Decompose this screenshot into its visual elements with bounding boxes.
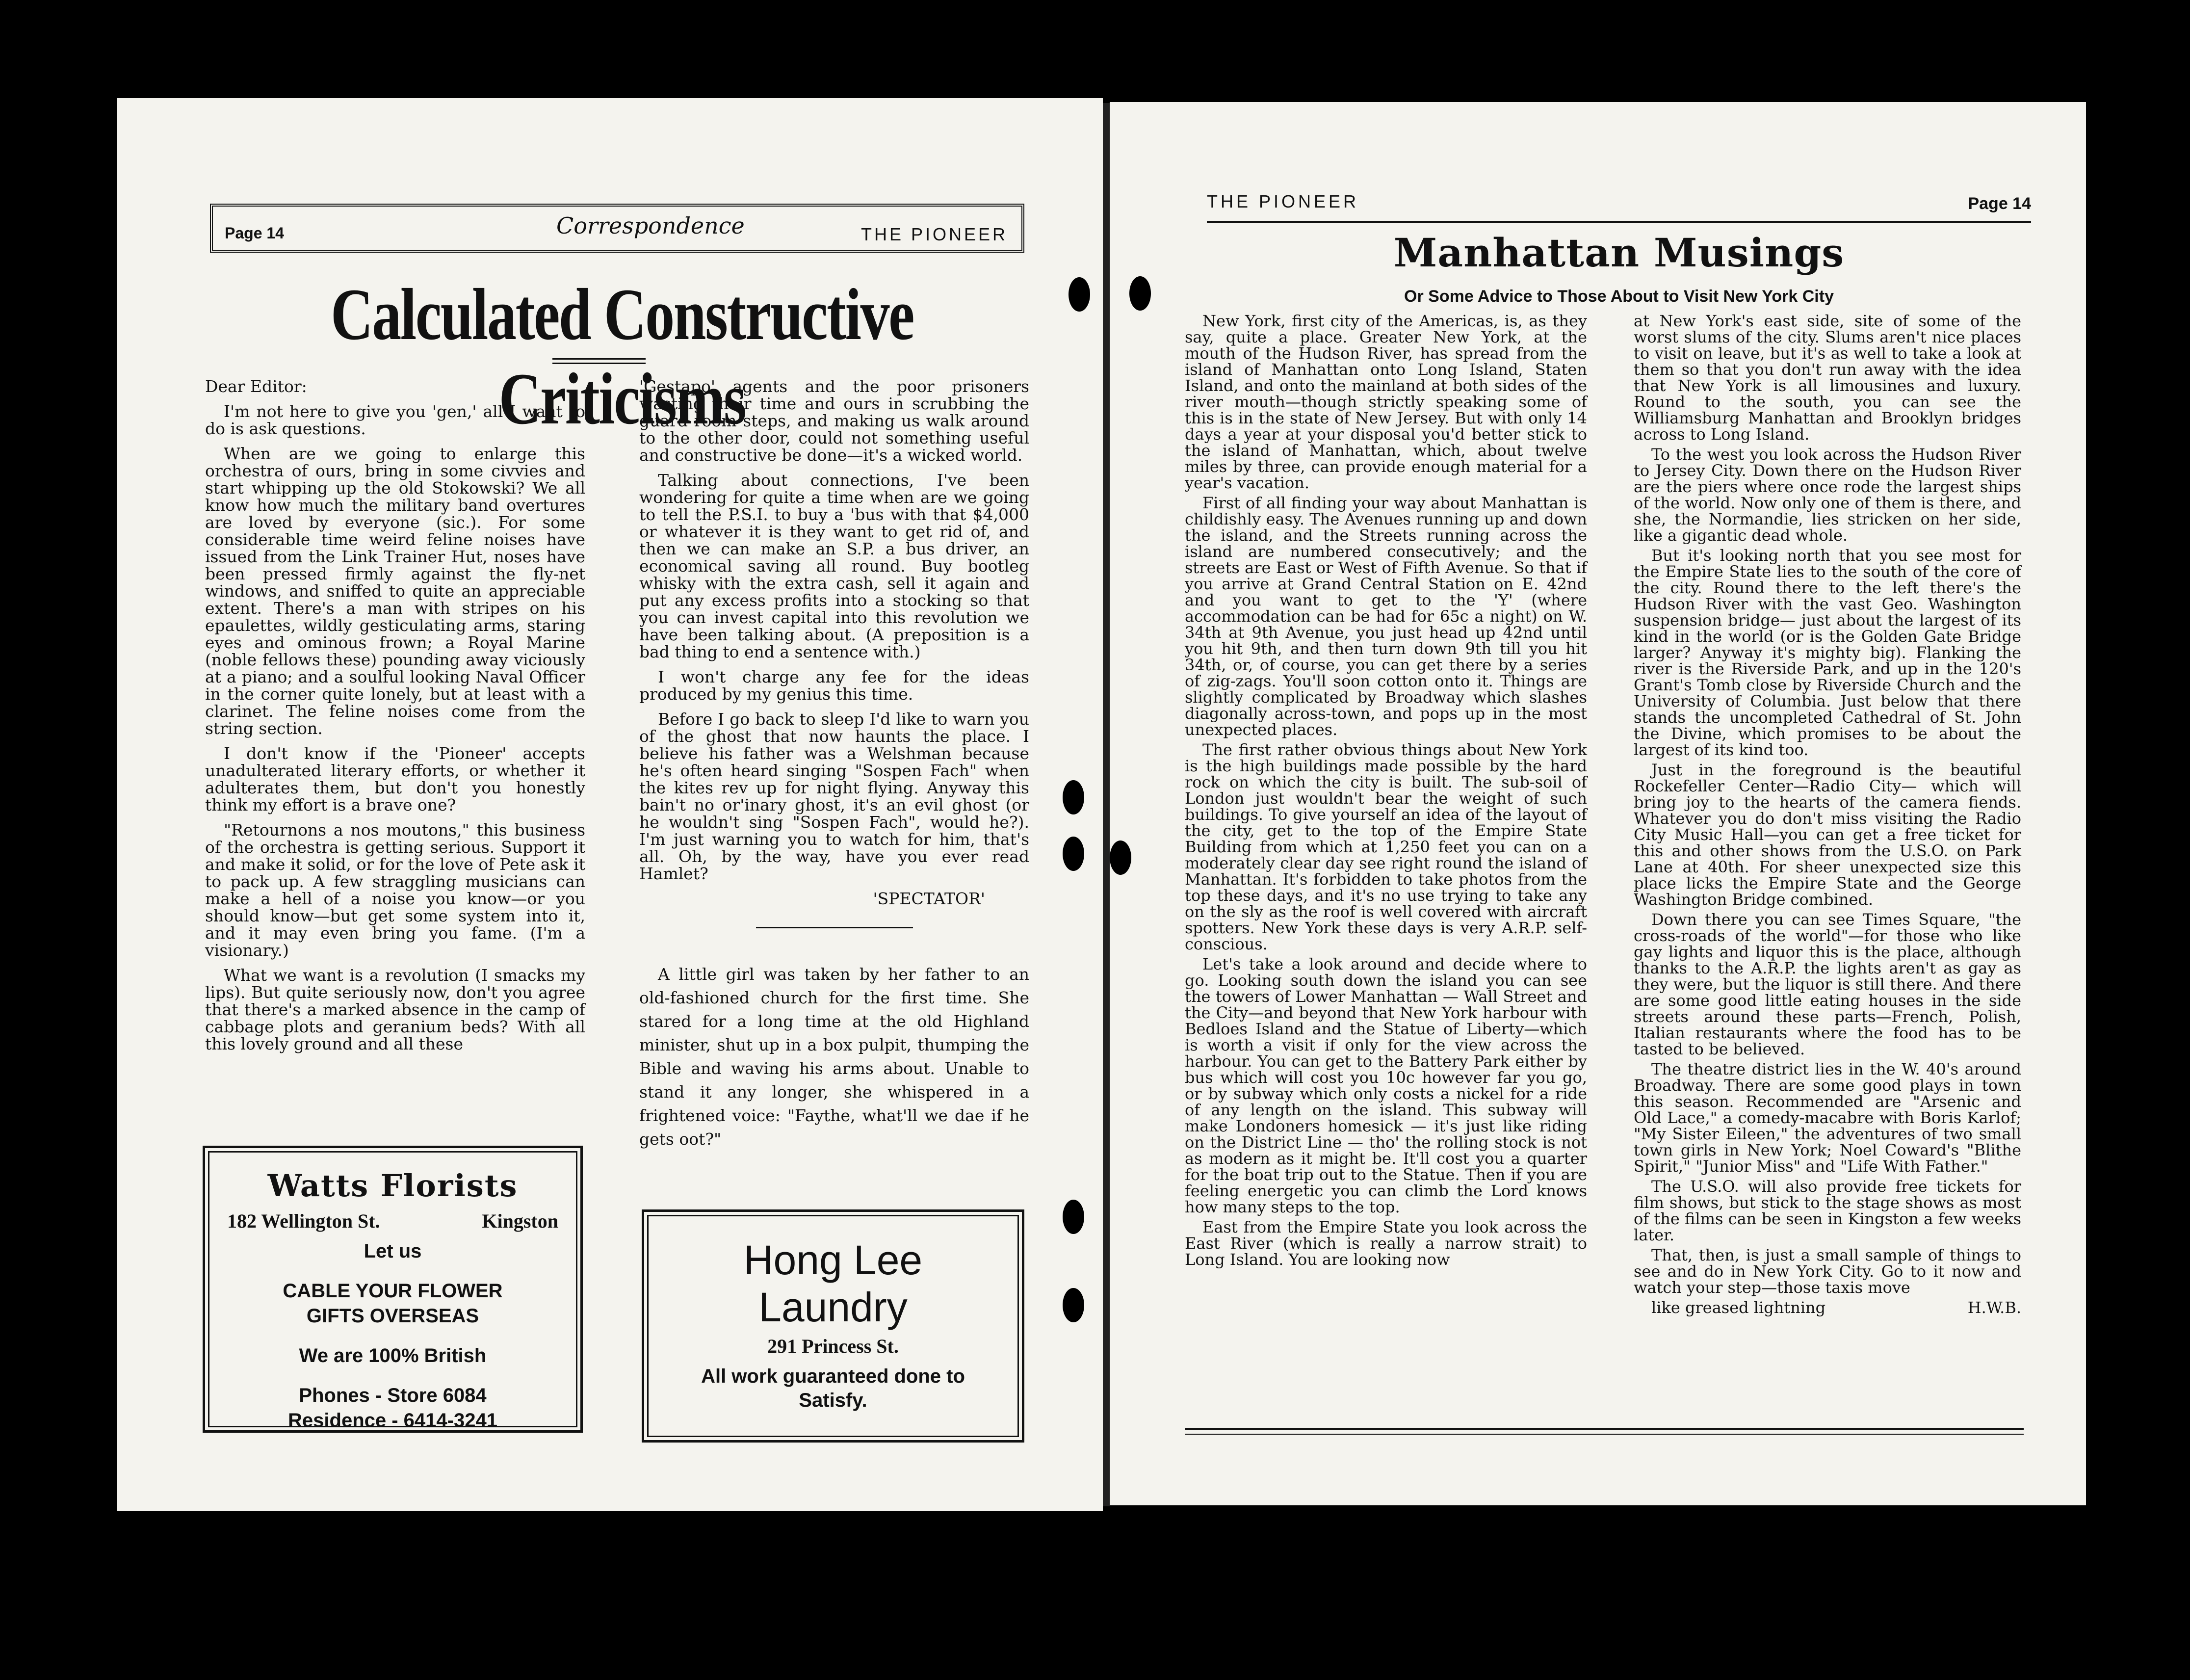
paragraph: To the west you look across the Hudson River to Jersey City. Down there on the Hudson River are the piers where once rode the largest ships of the world. Now only one of them is there, and she, the Normandie, lies stricken on her side, like a gigantic dead whole.: [1634, 445, 2021, 545]
ad-address: 291 Princess St.: [767, 1335, 899, 1357]
punch-hole: [1063, 1288, 1084, 1322]
ad-city: Kingston: [482, 1210, 558, 1232]
headline: Calculated Constructive Criticisms: [331, 274, 913, 440]
punch-hole: [1063, 1200, 1084, 1234]
paragraph: Just in the foreground is the beautiful Rockefeller Center—Radio City— which will bring joy to the hearts of the camera fiends. Whatever you do don't miss visiting the Radio City Music Hall—you can get a free ticket for this and other shows from the U.S.O. on Park Lane at 40th. For sheer unexpected size this place licks the Empire State and the George Washington Bridge combined.: [1634, 761, 2021, 909]
left-page-header: [210, 204, 1024, 253]
closing-text: like greased lightning: [1651, 1298, 1826, 1317]
page-gutter: [1103, 103, 1110, 1506]
closing-line: [1634, 1300, 2021, 1316]
ad-business-name: Watts Florists: [267, 1168, 518, 1204]
paragraph: First of all finding your way about Manhattan is childishly easy. The Avenues running up and down the island, and the Streets running across the island are numbered consecutively; and the streets are East or West of Fifth Avenue. So that if you arrive at Grand Central Station on E. 42nd and you want to get to the 'Y' (where accommodation can be had for 65c a night) on W. 34th at 9th Avenue, you just head up 42nd until you hit 9th, and then turn down 9th till you hit 34th, or, of course, you can get there by a series of zig-zags. You'll soon cotton onto it. Things are slightly complicated by Broadway which slashes diagonally across-town, and pops up in the most unexpected places.: [1185, 494, 1587, 739]
punch-hole: [1063, 780, 1084, 814]
signature: 'SPECTATOR': [873, 889, 985, 908]
ad-line: Satisfy.: [799, 1390, 867, 1411]
laundry-advertisement: [642, 1209, 1024, 1443]
author-initials: H.W.B.: [1967, 1298, 2021, 1317]
right-page-header: [1207, 191, 2031, 223]
ad-line: We are 100% British: [299, 1345, 487, 1366]
page-number: Page 14: [225, 224, 284, 242]
paragraph: The U.S.O. will also provide free tickets for film shows, but stick to the stage shows as most of the films can be seen in Kingston a few weeks later.: [1634, 1177, 2021, 1244]
publication-name: THE PIONEER: [860, 224, 1008, 244]
paragraph: "Retournons a nos moutons," this business of the orchestra is getting serious. Support it and make it solid, or for the love of Pete ask it to pack up. A few straggling musicians can make a hell of a noise you know—or you should know—but get some system into it, and it may even bring you fame. (I'm a visionary.): [205, 820, 585, 960]
article-column-2: [1634, 313, 2021, 1320]
paragraph: Let's take a look around and decide where to go. Looking south down the island you can see the towers of Lower Manhattan — Wall Street and the City—and beyond that New York harbour with Bedloes Island and the Statue of Liberty—which is worth a visit if only for the view across the harbour. You can get to the Battery Park either by bus which will cost you 10c however far you go, or by subway which only costs a nickel for a ride of any length on the island. This subway will make Londoners homesick — it's just like riding on the District Line — tho' the rolling stock is not as modern as it might be. It'll cost you a quarter for the boat trip out to the Statue. Then if you are feeling energetic you can climb the Lord knows how many steps to the top.: [1185, 955, 1587, 1216]
punch-hole: [1069, 277, 1090, 312]
paragraph: That, then, is just a small sample of things to see and do in New York City. Go to it now and watch your step—those taxis move: [1634, 1246, 2021, 1297]
article-column-2: [639, 378, 1029, 1159]
publication-name: THE PIONEER: [1207, 191, 1359, 211]
ad-phone: Phones - Store 6084: [299, 1385, 487, 1406]
paragraph: at New York's east side, site of some of the worst slums of the city. Slums aren't nice places to visit on leave, but it's as well to take a look at them so that you don't run away with the idea that New York is all limousines and luxury. Round to the south, you can see the Williamsburg Manhattan and Brooklyn bridges across to Long Island.: [1634, 312, 2021, 444]
ad-business-name: Laundry: [758, 1284, 908, 1330]
paragraph: The first rather obvious things about New York is the high buildings made possible by the hard rock on which the city is built. The sub-soil of London just wouldn't bear the weight of such buildings. To give yourself an idea of the layout of the city, get to the top of the Empire State Building from which at 1,250 feet you can on a moderately clear day see right round the island of Manhattan. It's forbidden to take photos from the top these days, and it's no use trying to take any on the sly as the roof is well covered with aircraft spotters. New York these days is very A.R.P. self-conscious.: [1185, 740, 1587, 953]
article-column-1: [205, 378, 585, 1060]
punch-hole: [1129, 276, 1151, 311]
paragraph: When are we going to enlarge this orchestra of ours, bring in some civvies and start whipping up the old Stokowski? We all know how much the military band overtures are loved by everyone (sic.). For some considerable time weird feline noises have issued from the Link Trainer Hut, noses have been pressed firmly against the fly-net windows, and sniffed to quite an appreciable extent. There's a man with stripes on his epaulettes, wildly gesticulating arms, staring eyes and ominous frown; a Royal Marine (noble fellows these) pounding away viciously at a piano; and a soulful looking Naval Officer in the corner quite lonely, but at least with a clarinet. The feline noises come from the string section.: [205, 444, 585, 738]
paragraph: Down there you can see Times Square, "the cross-roads of the world"—for those who like gay lights and liquor this is the place, although thanks to the A.R.P. the lights aren't as gay as they were, but the liquor is still there. And there are some good little eating houses in the side streets around these parts—French, Polish, Italian restaurants where the food has to be tasted to be believed.: [1634, 910, 2021, 1058]
section-title: Correspondence: [556, 212, 745, 239]
article-column-1: [1185, 313, 1587, 1272]
punch-hole: [1063, 837, 1084, 871]
divider: [756, 927, 913, 928]
paragraph: But it's looking north that you see most for the Empire State lies to the south of the core of the city. Round there to the left there's the Hudson River with the vast Geo. Washington suspension bridge— just about the largest of its kind in the world (or is the Golden Gate Bridge larger? Anyway it's mighty big). Flanking the river is the Riverside Park, and up in the 120's Grant's Tomb close by Riverside Church and the University of Columbia. Just below that there stands the uncompleted Cathedral of St. John the Divine, which promises to be about the largest of its kind too.: [1634, 546, 2021, 759]
ad-address: 182 Wellington St.: [227, 1210, 380, 1232]
divider: [552, 358, 646, 364]
paragraph: New York, first city of the Americas, is, as they say, quite a place. Greater New York, at the mouth of the Hudson River, has spread from the island of Manhattan onto Long Island, Staten Island, and onto the mainland at both sides of the river mouth—though strictly speaking some of this is in the state of New Jersey. But with only 14 days a year at your disposal you'd better stick to the island of Manhattan, which, about twelve miles by three, can provide enough material for a year's vacation.: [1185, 312, 1587, 492]
divider: [1185, 1428, 2024, 1435]
paragraph: The theatre district lies in the W. 40's around Broadway. There are some good plays in town this season. Recommended are "Arsenic and Old Lace," a comedy-macabre with Boris Karlof; "My Sister Eileen," the adventures of two small town girls in New York; Noel Coward's "Blithe Spirit," "Junior Miss" and "Life With Father.": [1634, 1060, 2021, 1176]
paragraph: I'm not here to give you 'gen,' all I want to do is ask questions.: [205, 402, 585, 438]
florist-advertisement: [203, 1146, 583, 1433]
ad-line: All work guaranteed done to: [701, 1365, 965, 1387]
subtitle: Or Some Advice to Those About to Visit New York City: [1404, 287, 1834, 306]
anecdote: A little girl was taken by her father to an old-fashioned church for the first time. She stared for a long time at the old Highland minister, shut up in a box pulpit, thumping the Bible and waving his arms about. Unable to stand it any longer, she whispered in a frightened voice: "Faythe, what'll we dae if he gets oot?": [639, 965, 1029, 1149]
paragraph: Dear Editor:: [205, 377, 307, 396]
paragraph: What we want is a revolution (I smacks my lips). But quite seriously now, don't you agree that there's a marked absence in the camp of cabbage plots and geranium beds? With all this lovely ground and all these: [205, 966, 585, 1053]
paragraph: East from the Empire State you look across the East River (which is really a narrow strait) to Long Island. You are looking now: [1185, 1218, 1587, 1269]
paragraph: Talking about connections, I've been wondering for quite a time when are we going to tell the P.S.I. to buy a 'bus with that $4,000 or whatever it is they want to get rid of, and then we can make an S.P. a bus driver, an economical saving all round. Buy bootleg whisky with the extra cash, sell it again and put any excess profits into a stocking so that you can invest capital into this revolution we have been talking about. (A preposition is a bad thing to end a sentence with.): [639, 471, 1029, 661]
paragraph: Before I go back to sleep I'd like to warn you of the ghost that now haunts the place. I believe his father was a Welshman because he's often heard singing "Sospen Fach" when the kites rev up for night flying. Anyway this bain't no or'inary ghost, it's an evil ghost (or he wouldn't sing "Sospen Fach", would he?). I'm just warning you to watch for him, that's all. Oh, by the way, have you ever read Hamlet?: [639, 709, 1029, 883]
paragraph: I don't know if the 'Pioneer' accepts unadulterated literary efforts, or whether it adulterates them, but don't you honestly think my effort is a brave one?: [205, 744, 585, 814]
ad-phone: Residence - 6414-3241: [288, 1410, 497, 1431]
paragraph: 'Gestapo' agents and the poor prisoners wasting their time and ours in scrubbing the guard room steps, and making us walk around to the other door, could not something useful and constructive be done—it's a wicked world.: [639, 377, 1029, 465]
ad-line: Let us: [364, 1240, 422, 1262]
ad-line: CABLE YOUR FLOWER: [283, 1280, 503, 1302]
headline: Manhattan Musings: [1393, 230, 1845, 276]
ad-business-name: Hong Lee: [743, 1237, 923, 1283]
page-number: Page 14: [1968, 194, 2031, 213]
ad-address-row: [205, 1209, 580, 1233]
punch-hole: [1110, 840, 1131, 875]
paragraph: I won't charge any fee for the ideas produced by my genius this time.: [639, 667, 1029, 704]
left-page: [117, 98, 1103, 1511]
ad-line: GIFTS OVERSEAS: [306, 1305, 479, 1327]
